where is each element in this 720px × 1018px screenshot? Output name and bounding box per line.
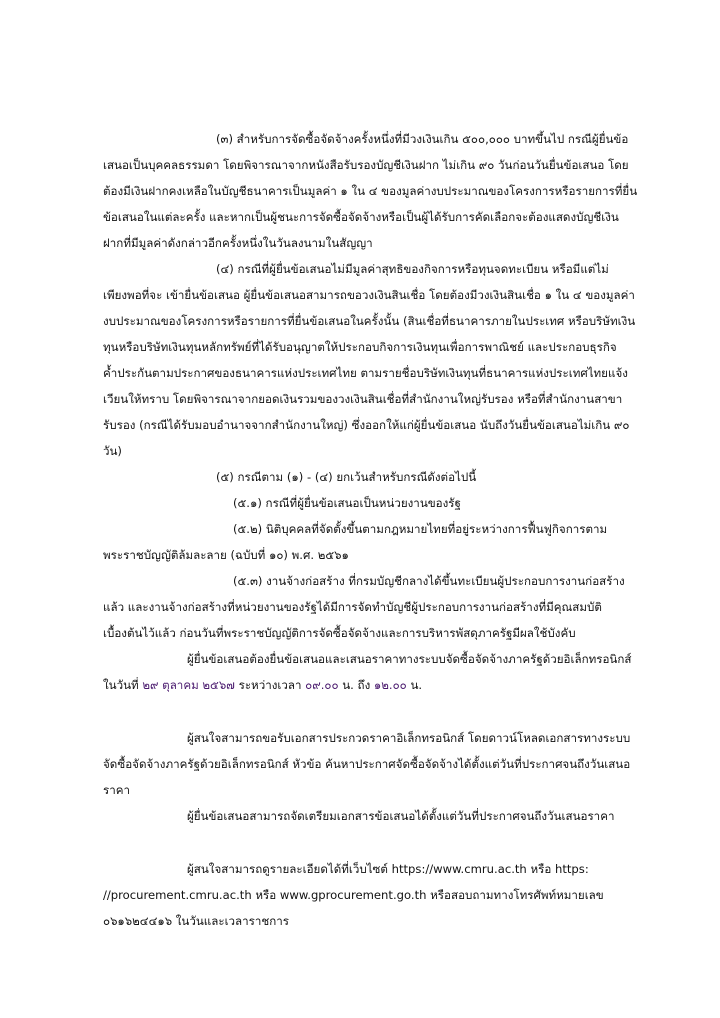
para-4-line-2: เพียงพอที่จะ เข้ายื่นข้อเสนอ ผู้ยื่นข้อเสนอสามารถขอวงเงินสินเชื่อ โดยต้องมีวงเงินสินเชื่อ ๑ ใน ๔ ของมูลค่า	[103, 288, 635, 302]
submit-time-from: ๐๙.๐๐	[305, 678, 339, 692]
submit-prefix: ในวันที่	[103, 678, 143, 692]
para-5-2-line-1: (๕.๒) นิติบุคคลที่จัดตั้งขึ้นตามกฎหมายไทยที่อยู่ระหว่างการฟื้นฟูกิจการตาม	[233, 522, 608, 536]
prepare-line: ผู้ยื่นข้อเสนอสามารถจัดเตรียมเอกสารข้อเสนอได้ตั้งแต่วันที่ประกาศจนถึงวันเสนอราคา	[187, 809, 615, 823]
para-3-line-2: เสนอเป็นบุคคลธรรมดา โดยพิจารณาจากหนังสือรับรองบัญชีเงินฝาก ไม่เกิน ๙๐ วันก่อนวันยื่นข้อเสนอ โดย	[103, 158, 629, 172]
para-5-3-line-2: แล้ว และงานจ้างก่อสร้างที่หน่วยงานของรัฐได้มีการจัดทำบัญชีผู้ประกอบการงานก่อสร้างที่มีคุณสมบัติ	[103, 600, 602, 614]
submit-time-to: ๑๒.๐๐	[373, 678, 407, 692]
submit-line-1: ผู้ยื่นข้อเสนอต้องยื่นข้อเสนอและเสนอราคาทางระบบจัดซื้อจัดจ้างภาครัฐด้วยอิเล็กทรอนิกส์	[187, 652, 632, 666]
submit-line-2	[103, 677, 422, 693]
contact-line-2: //procurement.cmru.ac.th หรือ www.gprocurement.go.th หรือสอบถามทางโทรศัพท์หมายเลข	[103, 888, 604, 902]
para-5-2-line-2: พระราชบัญญัติล้มละลาย (ฉบับที่ ๑๐) พ.ศ. ๒๕๖๑	[103, 548, 349, 562]
para-4-line-1: (๔) กรณีที่ผู้ยื่นข้อเสนอไม่มีมูลค่าสุทธิของกิจการหรือทุนจดทะเบียน หรือมีแต่ไม่	[216, 262, 609, 276]
para-3-line-5: ฝากที่มีมูลค่าดังกล่าวอีกครั้งหนึ่งในวันลงนามในสัญญา	[103, 236, 373, 250]
contact-line-1: ผู้สนใจสามารถดูรายละเอียดได้ที่เว็บไซต์ https://www.cmru.ac.th หรือ https:	[187, 862, 589, 876]
submit-mid2: น. ถึง	[338, 678, 374, 692]
para-4-line-5: ค้ำประกันตามประกาศของธนาคารแห่งประเทศไทย ตามรายชื่อบริษัทเงินทุนที่ธนาคารแห่งประเทศไทยแจ้ง	[103, 366, 628, 380]
para-4-line-3: งบประมาณของโครงการหรือรายการที่ยื่นข้อเสนอในครั้งนั้น (สินเชื่อที่ธนาคารภายในประเทศ หรือบริษัทเงิน	[103, 314, 636, 328]
para-5-3-line-3: เบื้องต้นไว้แล้ว ก่อนวันที่พระราชบัญญัติการจัดซื้อจัดจ้างและการบริหารพัสดุภาครัฐมีผลใช้บังคับ	[103, 626, 576, 640]
download-line-3: ราคา	[103, 783, 131, 797]
contact-line-3: ๐๖๑๖๒๔๔๑๖ ในวันและเวลาราชการ	[103, 914, 290, 928]
para-3-line-3: ต้องมีเงินฝากคงเหลือในบัญชีธนาคารเป็นมูลค่า ๑ ใน ๔ ของมูลค่างบประมาณของโครงการหรือรายการที่ยื่น	[103, 184, 638, 198]
submit-suffix: น.	[406, 678, 423, 692]
para-4-line-4: ทุนหรือบริษัทเงินทุนหลักทรัพย์ที่ได้รับอนุญาตให้ประกอบกิจการเงินทุนเพื่อการพาณิชย์ และประกอบธุรกิจ	[103, 340, 617, 354]
submit-date: ๒๙ ตุลาคม ๒๕๖๗	[142, 678, 235, 692]
para-5-1: (๕.๑) กรณีที่ผู้ยื่นข้อเสนอเป็นหน่วยงานของรัฐ	[233, 496, 461, 510]
para-3-line-1: (๓) สำหรับการจัดซื้อจัดจ้างครั้งหนึ่งที่มีวงเงินเกิน ๕๐๐,๐๐๐ บาทขึ้นไป กรณีผู้ยื่นข้อ	[216, 132, 629, 146]
para-5: (๕) กรณีตาม (๑) - (๔) ยกเว้นสำหรับกรณีดังต่อไปนี้	[216, 470, 477, 484]
para-3-line-4: ข้อเสนอในแต่ละครั้ง และหากเป็นผู้ชนะการจัดซื้อจัดจ้างหรือเป็นผู้ได้รับการคัดเลือกจะต้องแสดงบัญชีเงิน	[103, 210, 619, 224]
para-4-line-6: เวียนให้ทราบ โดยพิจารณาจากยอดเงินรวมของวงเงินสินเชื่อที่สำนักงานใหญ่รับรอง หรือที่สำนักงานสาขา	[103, 392, 623, 406]
download-line-2: จัดซื้อจัดจ้างภาครัฐด้วยอิเล็กทรอนิกส์ หัวข้อ ค้นหาประกาศจัดซื้อจัดจ้างได้ตั้งแต่วันที่ประกาศจนถึงวันเสนอ	[103, 757, 631, 771]
para-4-line-7: รับรอง (กรณีได้รับมอบอำนาจจากสำนักงานใหญ่) ซึ่งออกให้แก่ผู้ยื่นข้อเสนอ นับถึงวันยื่นข้อเสนอไม่เกิน ๙๐	[103, 418, 630, 432]
para-5-3-line-1: (๕.๓) งานจ้างก่อสร้าง ที่กรมบัญชีกลางได้ขึ้นทะเบียนผู้ประกอบการงานก่อสร้าง	[233, 574, 625, 588]
download-line-1: ผู้สนใจสามารถขอรับเอกสารประกวดราคาอิเล็กทรอนิกส์ โดยดาวน์โหลดเอกสารทางระบบ	[187, 731, 631, 745]
submit-mid: ระหว่างเวลา	[234, 678, 306, 692]
para-4-line-8: วัน)	[103, 444, 122, 458]
